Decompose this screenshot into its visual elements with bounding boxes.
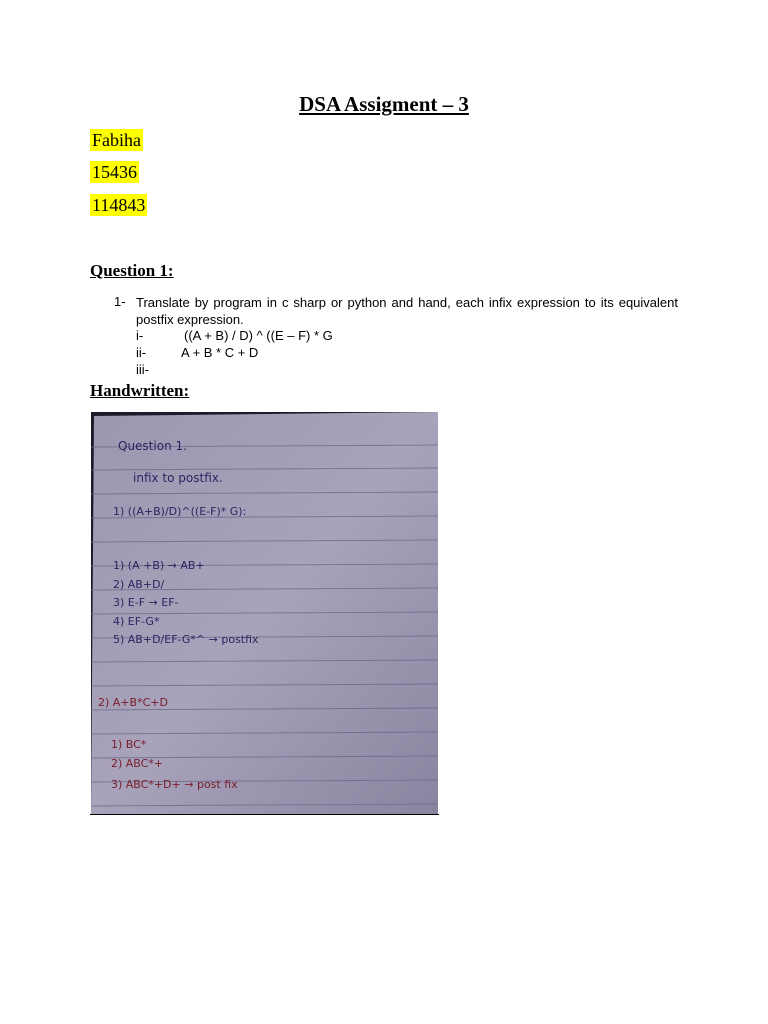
- hw-line-9: 2) A+B*C+D: [98, 696, 168, 709]
- handwritten-heading: Handwritten:: [90, 381, 190, 400]
- student-name: Fabiha: [92, 130, 141, 150]
- subitem-expression-2: A + B * C + D: [181, 345, 259, 360]
- hw-line-8: 5) AB+D/EF-G*^ → postfix: [113, 633, 259, 646]
- photo-bottom-rule: [90, 814, 439, 815]
- hw-line-5: 2) AB+D/: [113, 578, 165, 591]
- question-heading: Question 1:: [90, 261, 174, 280]
- hw-line-3: 1) ((A+B)/D)^((E-F)* G):: [113, 505, 247, 518]
- item-text: Translate by program in c sharp or python and hand, each infix expression to its equivalent postfix expression.: [136, 295, 678, 327]
- hw-line-12: 3) ABC*+D+ → post fix: [111, 778, 238, 791]
- hw-line-10: 1) BC*: [111, 738, 147, 751]
- hw-line-4: 1) (A +B) → AB+: [113, 559, 205, 572]
- subitem-label-1: i-: [136, 328, 144, 343]
- hw-line-2: infix to postfix.: [133, 471, 223, 485]
- hw-line-1: Question 1.: [118, 439, 187, 453]
- subitem-label-3: iii-: [136, 362, 149, 377]
- student-id-1: 15436: [92, 162, 137, 182]
- hw-line-7: 4) EF-G*: [113, 615, 160, 628]
- hw-line-11: 2) ABC*+: [111, 757, 164, 770]
- student-id-2: 114843: [92, 195, 146, 215]
- hw-line-6: 3) E-F → EF-: [113, 596, 179, 609]
- subitem-expression-1: ((A + B) / D) ^ ((E – F) * G: [184, 328, 333, 343]
- document-title: DSA Assigment – 3: [299, 92, 469, 116]
- subitem-label-2: ii-: [136, 345, 147, 360]
- item-number: 1-: [114, 294, 126, 309]
- notebook-page-svg: [91, 412, 438, 814]
- handwritten-notes-photo: [91, 412, 438, 814]
